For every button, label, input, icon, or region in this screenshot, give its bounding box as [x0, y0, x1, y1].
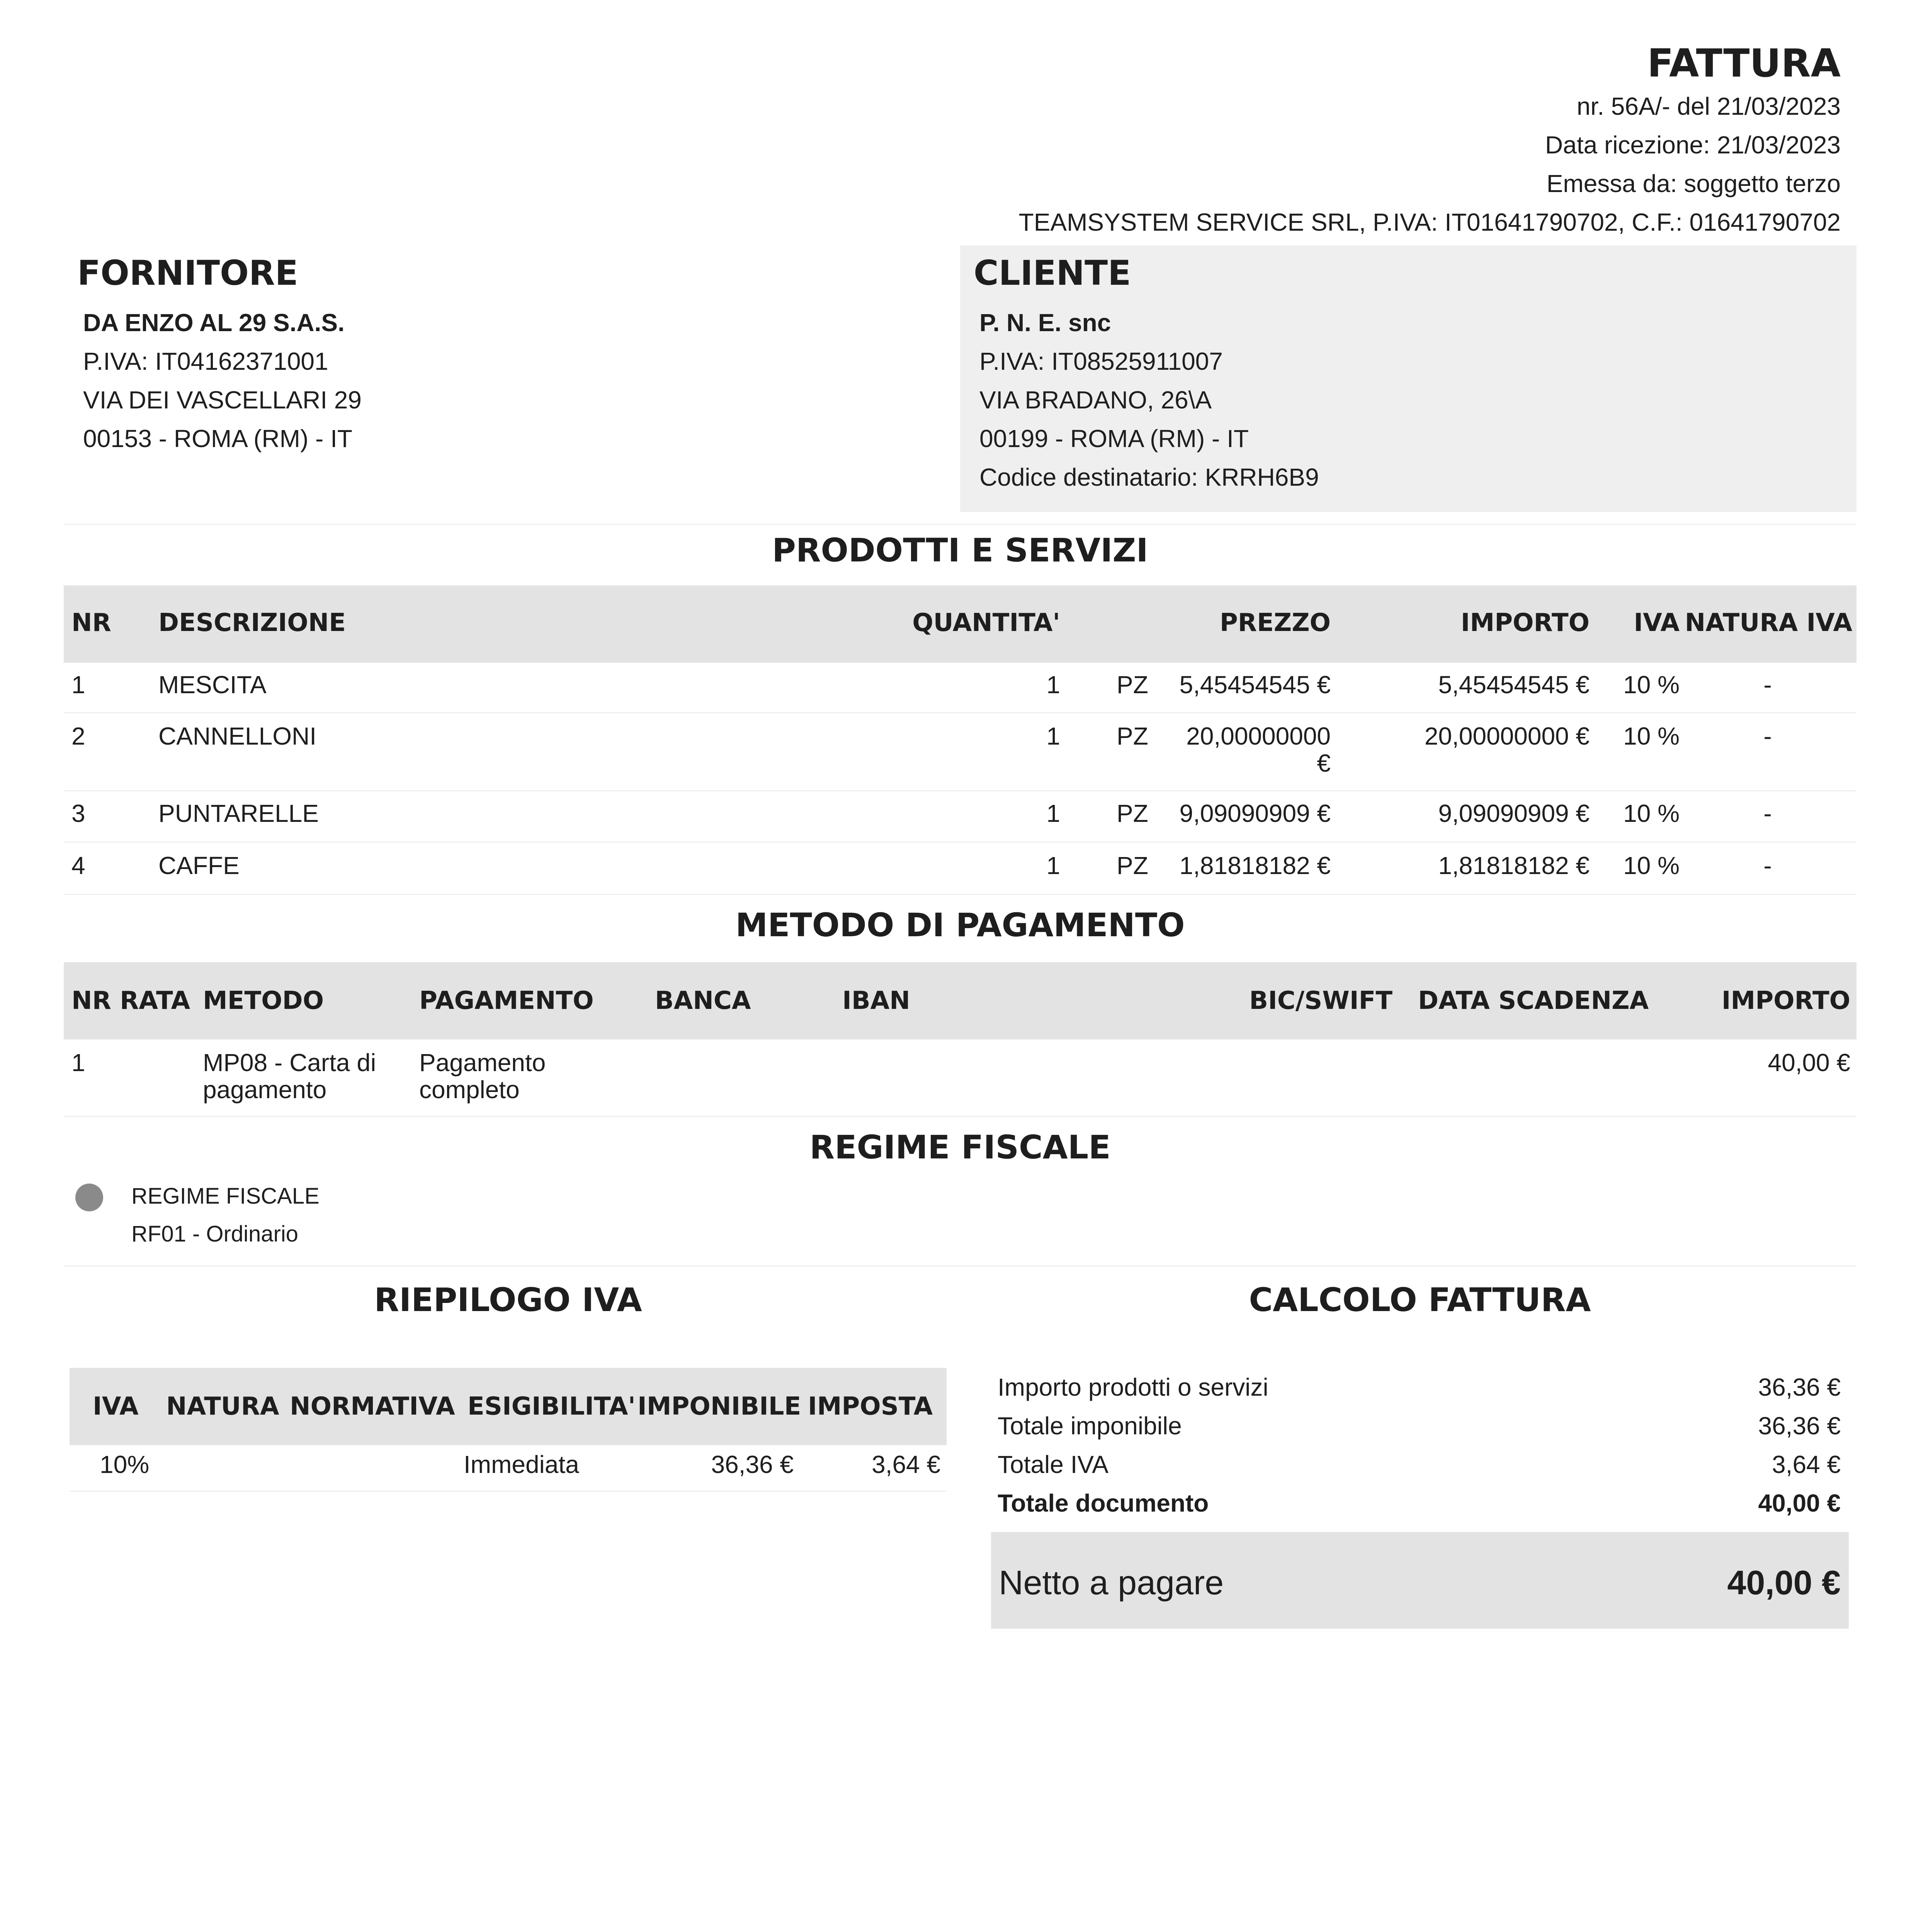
table-row-vat-nature: - — [1763, 722, 1772, 750]
table-row-price: 1,81818182 € — [1179, 852, 1331, 879]
divider — [64, 524, 1856, 525]
calc-label: Totale imponibile — [998, 1412, 1182, 1440]
calc-value: 3,64 € — [1772, 1451, 1841, 1478]
row-divider — [64, 712, 1856, 713]
table-row-description: PUNTARELLE — [158, 799, 319, 827]
table-row-nr: 3 — [71, 799, 85, 827]
issued-by: Emessa da: soggetto terzo — [1546, 170, 1841, 197]
table-row-price: 20,00000000 — [1186, 722, 1331, 750]
row-divider — [70, 1491, 947, 1492]
table-row-nr: 1 — [71, 671, 85, 699]
supplier-vat: P.IVA: IT04162371001 — [83, 347, 328, 375]
calc-value: 36,36 € — [1758, 1373, 1841, 1401]
col-installment: NR RATA — [71, 986, 190, 1015]
table-row-description: MESCITA — [158, 671, 267, 699]
calc-label: Importo prodotti o servizi — [998, 1373, 1268, 1401]
table-row-vat: 10 % — [1623, 671, 1680, 699]
vat-summary-chargeability: Immediata — [464, 1451, 579, 1478]
col-norm: NORMATIVA — [290, 1392, 455, 1421]
table-row-quantity: 1 — [1046, 722, 1060, 750]
table-row-vat-nature: - — [1763, 671, 1772, 699]
table-row-quantity: 1 — [1046, 799, 1060, 827]
supplier-block — [66, 245, 943, 512]
vat-summary-rate: 10% — [100, 1451, 150, 1478]
row-divider — [64, 1116, 1856, 1117]
payment-type: completo — [419, 1076, 520, 1104]
supplier-name: DA ENZO AL 29 S.A.S. — [83, 309, 345, 337]
col-nature: NATURA — [166, 1392, 279, 1421]
calc-total-label: Totale documento — [998, 1489, 1209, 1517]
invoice-title: FATTURA — [1647, 41, 1841, 86]
client-recipient-code: Codice destinatario: KRRH6B9 — [979, 463, 1319, 491]
supplier-city: 00153 - ROMA (RM) - IT — [83, 425, 352, 452]
table-row-description: CAFFE — [158, 852, 240, 879]
vat-summary-tax: 3,64 € — [872, 1451, 940, 1478]
bullet-icon — [75, 1184, 103, 1211]
supplier-heading: FORNITORE — [77, 253, 298, 293]
table-row-nr: 4 — [71, 852, 85, 879]
col-bic: BIC/SWIFT — [1249, 986, 1392, 1015]
row-divider — [64, 842, 1856, 843]
invoice-calc-heading: CALCOLO FATTURA — [1249, 1281, 1591, 1319]
table-row-nr: 2 — [71, 722, 85, 750]
col-amount: IMPORTO — [1460, 609, 1590, 637]
table-row-price-currency: € — [1317, 749, 1331, 777]
col-vat-nature: NATURA IVA — [1685, 609, 1852, 637]
tax-regime-value: RF01 - Ordinario — [131, 1221, 298, 1247]
table-row-amount: 1,81818182 € — [1438, 852, 1590, 879]
table-row-vat-nature: - — [1763, 799, 1772, 827]
col-payment-amount: IMPORTO — [1721, 986, 1850, 1015]
table-row-amount: 5,45454545 € — [1438, 671, 1590, 699]
col-tax: IMPOSTA — [808, 1392, 933, 1421]
col-nr: NR — [71, 609, 111, 637]
client-heading: CLIENTE — [974, 253, 1131, 293]
products-heading: PRODOTTI E SERVIZI — [772, 531, 1148, 569]
payment-heading: METODO DI PAGAMENTO — [735, 906, 1185, 944]
row-divider — [64, 790, 1856, 791]
tax-regime-heading: REGIME FISCALE — [809, 1128, 1111, 1166]
receipt-date: Data ricezione: 21/03/2023 — [1545, 131, 1841, 159]
payment-amount: 40,00 € — [1768, 1049, 1850, 1077]
table-row-unit: PZ — [1117, 799, 1148, 827]
client-name: P. N. E. snc — [979, 309, 1111, 337]
col-bank: BANCA — [655, 986, 751, 1015]
col-vat-rate: IVA — [93, 1392, 139, 1421]
client-vat: P.IVA: IT08525911007 — [979, 347, 1223, 375]
calc-total-value: 40,00 € — [1758, 1489, 1841, 1517]
invoice-number: nr. 56A/- del 21/03/2023 — [1576, 92, 1841, 120]
net-payable-value: 40,00 € — [1727, 1563, 1841, 1602]
tax-regime-label: REGIME FISCALE — [131, 1184, 320, 1209]
divider — [64, 1265, 1856, 1267]
col-price: PREZZO — [1219, 609, 1331, 637]
table-row-price: 9,09090909 € — [1179, 799, 1331, 827]
net-payable-label: Netto a pagare — [999, 1563, 1224, 1602]
client-address: VIA BRADANO, 26\A — [979, 386, 1212, 414]
table-row-quantity: 1 — [1046, 852, 1060, 879]
table-row-unit: PZ — [1117, 722, 1148, 750]
calc-value: 36,36 € — [1758, 1412, 1841, 1440]
table-row-vat: 10 % — [1623, 852, 1680, 879]
table-row-amount: 9,09090909 € — [1438, 799, 1590, 827]
calc-label: Totale IVA — [998, 1451, 1108, 1478]
payment-type: Pagamento — [419, 1049, 546, 1077]
col-iban: IBAN — [842, 986, 910, 1015]
table-row-unit: PZ — [1117, 852, 1148, 879]
table-row-description: CANNELLONI — [158, 722, 316, 750]
col-chargeability: ESIGIBILITA' — [468, 1392, 636, 1421]
client-block — [960, 245, 1856, 512]
col-method: METODO — [203, 986, 324, 1015]
vat-summary-heading: RIEPILOGO IVA — [374, 1281, 642, 1319]
table-row-vat: 10 % — [1623, 722, 1680, 750]
issuer-info: TEAMSYSTEM SERVICE SRL, P.IVA: IT01641790702, C.F.: 01641790702 — [1018, 208, 1841, 236]
supplier-address: VIA DEI VASCELLARI 29 — [83, 386, 362, 414]
col-vat: IVA — [1634, 609, 1680, 637]
table-row-amount: 20,00000000 € — [1424, 722, 1590, 750]
col-description: DESCRIZIONE — [158, 609, 346, 637]
table-row-vat-nature: - — [1763, 852, 1772, 879]
payment-installment: 1 — [71, 1049, 85, 1077]
col-payment: PAGAMENTO — [419, 986, 594, 1015]
vat-summary-taxable: 36,36 € — [711, 1451, 794, 1478]
client-city: 00199 - ROMA (RM) - IT — [979, 425, 1249, 452]
table-row-quantity: 1 — [1046, 671, 1060, 699]
table-row-price: 5,45454545 € — [1179, 671, 1331, 699]
payment-method: pagamento — [203, 1076, 327, 1104]
payment-method: MP08 - Carta di — [203, 1049, 376, 1077]
col-due-date: DATA SCADENZA — [1418, 986, 1649, 1015]
col-quantity: QUANTITA' — [912, 609, 1060, 637]
table-row-unit: PZ — [1117, 671, 1148, 699]
row-divider — [64, 894, 1856, 895]
col-taxable: IMPONIBILE — [638, 1392, 801, 1421]
table-row-vat: 10 % — [1623, 799, 1680, 827]
